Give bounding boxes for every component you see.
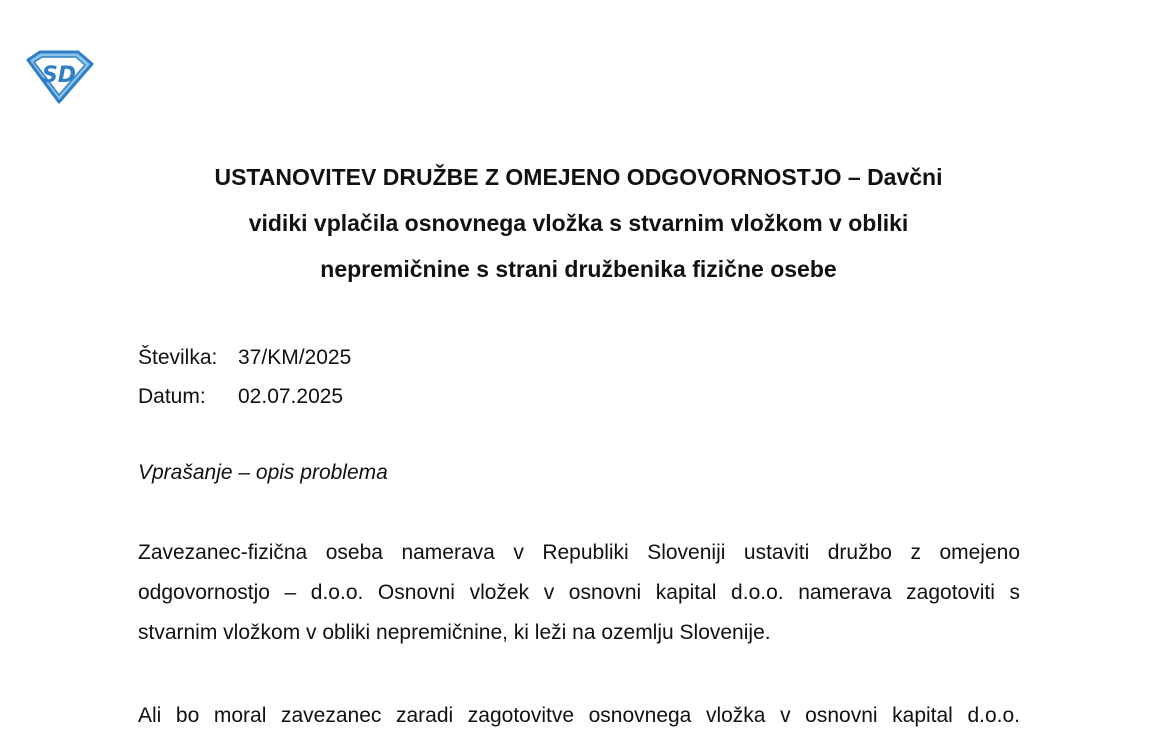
paragraph-line: Zavezanec-fizična oseba namerava v Republiki Sloveniji ustaviti družbo z omejeno (138, 541, 1020, 564)
title-line: vidiki vplačila osnovnega vložka s stvarnim vložkom v obliki (248, 210, 909, 236)
number-label: Številka: (138, 346, 218, 369)
question-heading: Vprašanje – opis problema (138, 461, 388, 484)
date-value: 02.07.2025 (238, 385, 344, 408)
sd-logo-icon (22, 48, 96, 104)
paragraph-line: Ali bo moral zavezanec zaradi zagotovitve osnovnega vložka v osnovni kapital d.o.o. (138, 704, 1020, 727)
paragraph-line: odgovornostjo – d.o.o. Osnovni vložek v osnovni kapital d.o.o. namerava zagotoviti s (138, 581, 1020, 604)
number-row (138, 338, 351, 377)
date-row (138, 377, 351, 416)
title-line: USTANOVITEV DRUŽBE Z OMEJENO ODGOVORNOSTJO – Davčni (214, 164, 943, 190)
number-value: 37/KM/2025 (238, 346, 352, 369)
body-paragraph (138, 696, 1020, 736)
svg-text:SD: SD (41, 63, 77, 88)
document-meta (138, 338, 351, 416)
date-label: Datum: (138, 385, 206, 408)
body-paragraph (138, 533, 1020, 653)
paragraph-line: stvarnim vložkom v obliki nepremičnine, ki leži na ozemlju Slovenije. (138, 621, 771, 644)
title-line: nepremičnine s strani družbenika fizične osebe (320, 256, 837, 282)
document-title (120, 154, 1037, 292)
